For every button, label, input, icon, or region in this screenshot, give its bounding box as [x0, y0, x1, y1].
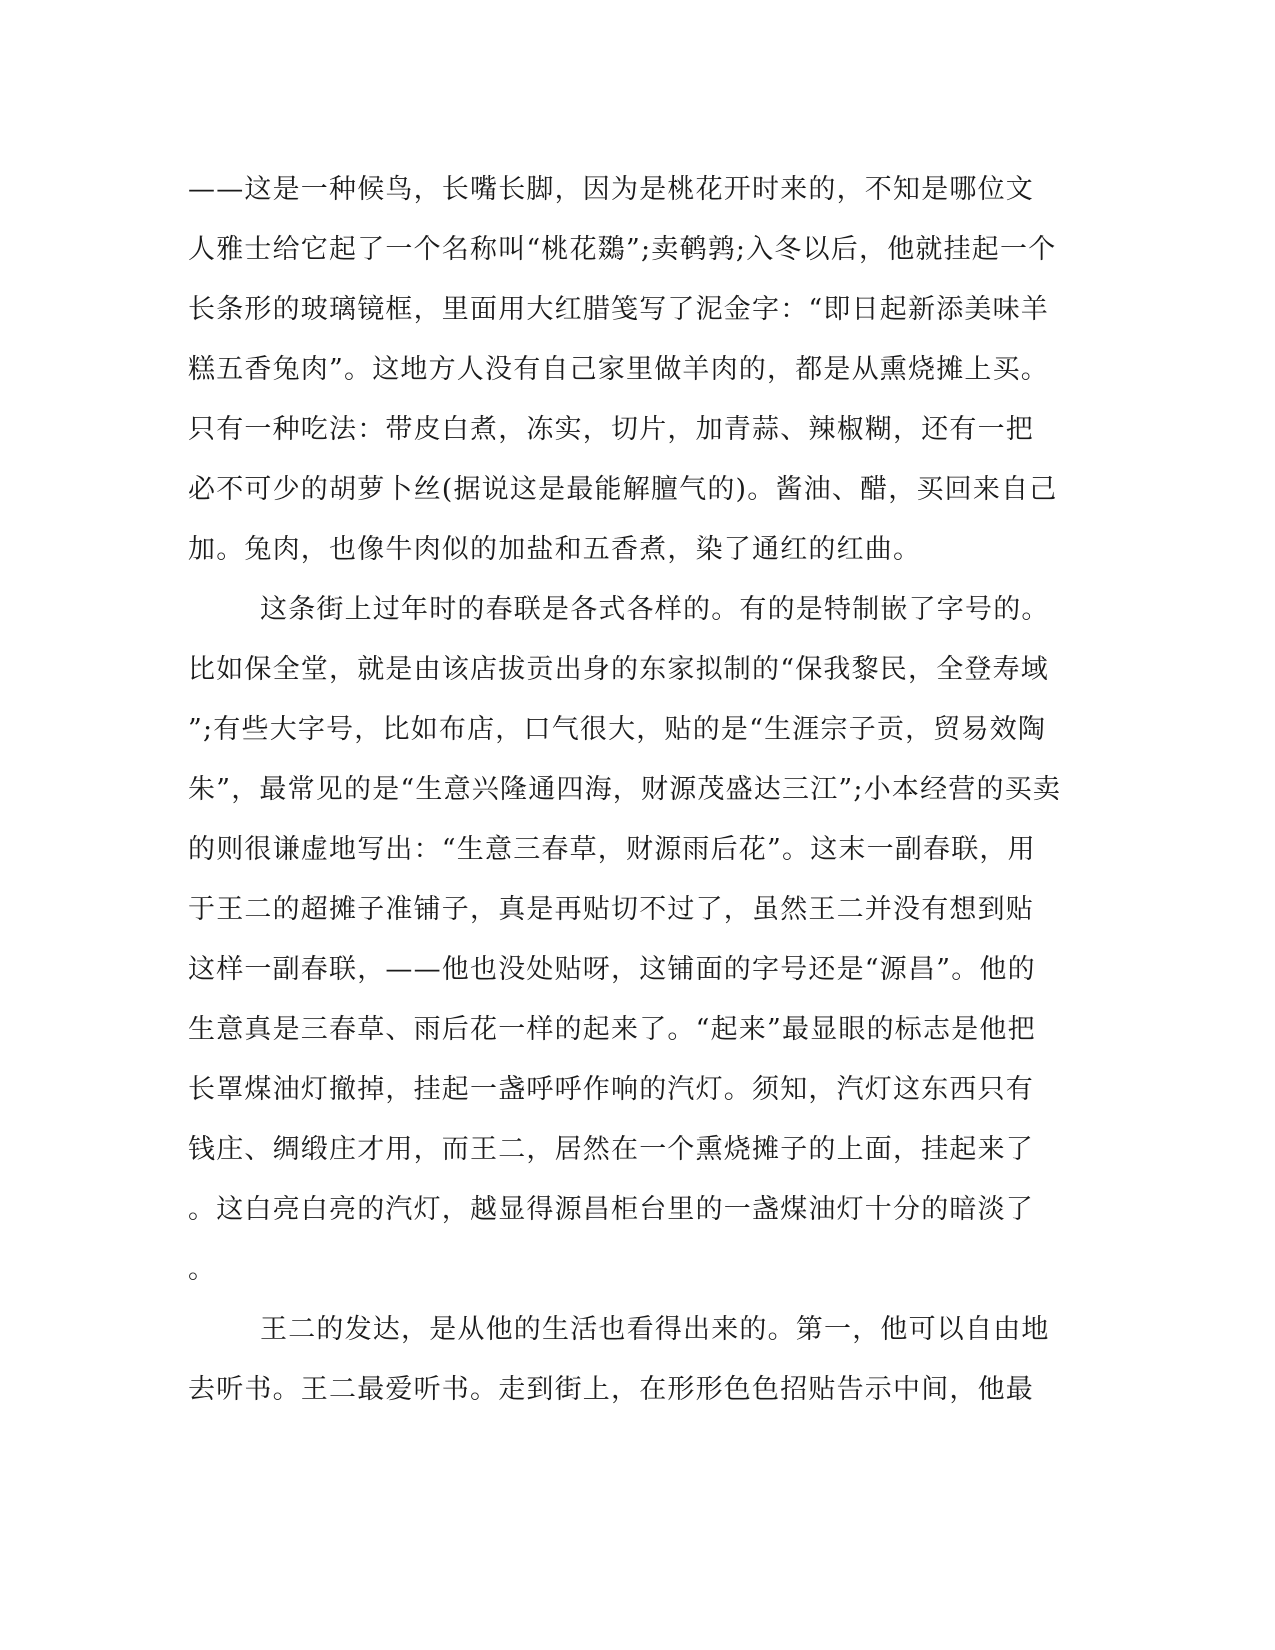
text-line: 加。兔肉，也像牛肉似的加盐和五香煮，染了通红的红曲。	[188, 534, 922, 565]
paragraph-start-line: 这条街上过年时的春联是各式各样的。有的是特制嵌了字号的。	[260, 594, 1050, 625]
text-line: 人雅士给它起了一个名称叫“桃花鵽”;卖鹌鹑;入冬以后，他就挂起一个	[188, 234, 1057, 265]
text-line: 。这白亮白亮的汽灯，越显得源昌柜台里的一盏煤油灯十分的暗淡了	[188, 1194, 1034, 1225]
text-line: ——这是一种候鸟，长嘴长脚，因为是桃花开时来的，不知是哪位文	[188, 174, 1034, 205]
text-line: 于王二的超摊子准铺子，真是再贴切不过了，虽然王二并没有想到贴	[188, 894, 1034, 925]
body-text	[188, 160, 1088, 1420]
text-line: 的则很谦虚地写出：“生意三春草，财源雨后花”。这末一副春联，用	[188, 834, 1036, 865]
text-line: 只有一种吃法：带皮白煮，冻实，切片，加青蒜、辣椒糊，还有一把	[188, 414, 1034, 445]
text-line: 长条形的玻璃镜框，里面用大红腊笺写了泥金字：“即日起新添美味羊	[188, 294, 1050, 325]
text-line: 。	[188, 1254, 217, 1285]
text-line: 朱”，最常见的是“生意兴隆通四海，财源茂盛达三江”;小本经营的买卖	[188, 774, 1062, 805]
text-line: 钱庄、绸缎庄才用，而王二，居然在一个熏烧摊子的上面，挂起来了	[188, 1134, 1034, 1165]
text-line: 这样一副春联，——他也没处贴呀，这铺面的字号还是“源昌”。他的	[188, 954, 1036, 985]
text-line: 去听书。王二最爱听书。走到街上，在形形色色招贴告示中间，他最	[188, 1374, 1034, 1405]
text-line: 比如保全堂，就是由该店拔贡出身的东家拟制的“保我黎民，全登寿域	[188, 654, 1050, 685]
text-line: 长罩煤油灯撤掉，挂起一盏呼呼作响的汽灯。须知，汽灯这东西只有	[188, 1074, 1034, 1105]
text-line: 必不可少的胡萝卜丝(据说这是最能解膻气的)。酱油、醋，买回来自己	[188, 474, 1058, 505]
text-line: 糕五香兔肉”。这地方人没有自己家里做羊肉的，都是从熏烧摊上买。	[188, 354, 1050, 385]
paragraph-start-line: 王二的发达，是从他的生活也看得出来的。第一，他可以自由地	[260, 1314, 1050, 1345]
text-line: ”;有些大字号，比如布店，口气很大，贴的是“生涯宗子贡，贸易效陶	[188, 714, 1047, 745]
text-line: 生意真是三春草、雨后花一样的起来了。“起来”最显眼的标志是他把	[188, 1014, 1036, 1045]
